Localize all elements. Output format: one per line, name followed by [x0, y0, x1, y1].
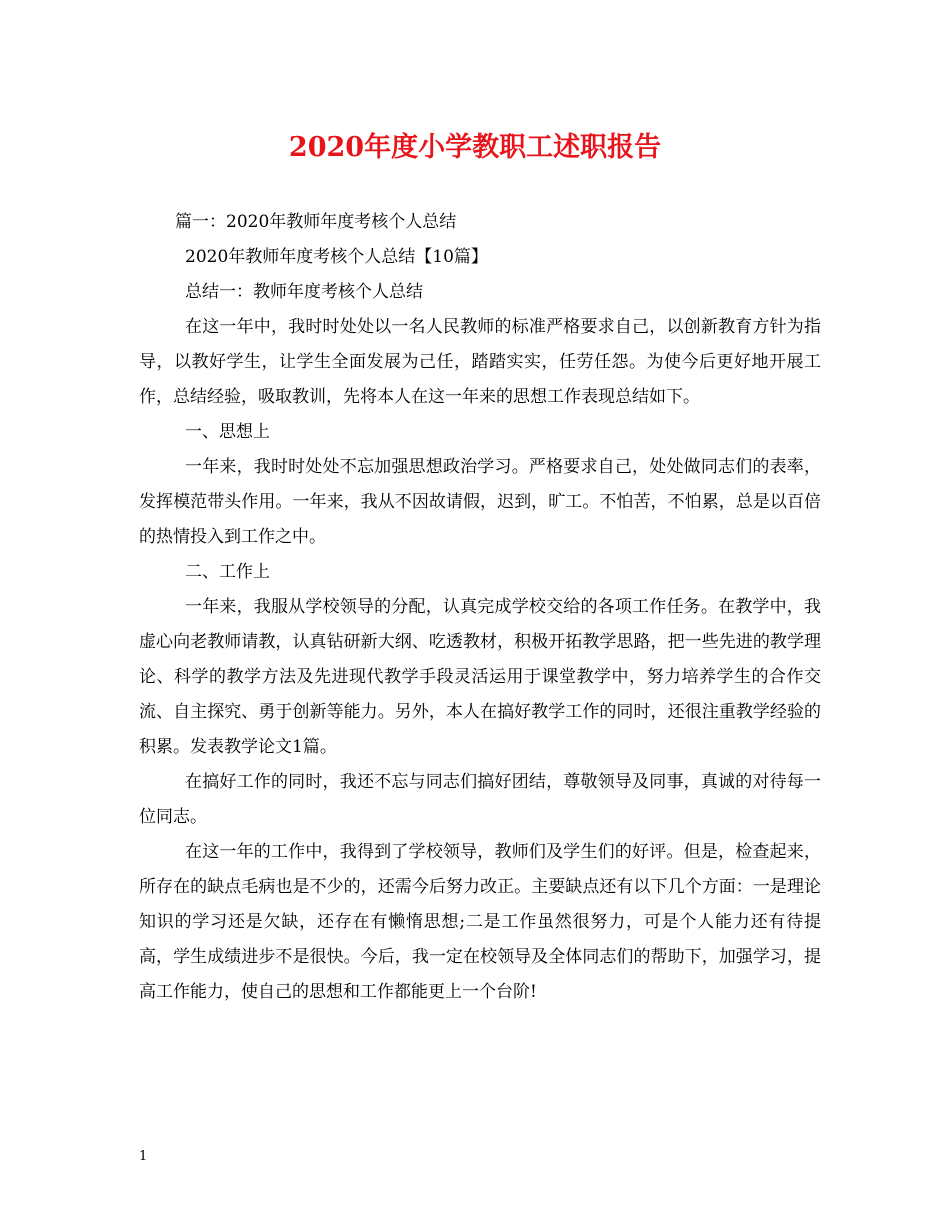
paragraph-work: 一年来，我服从学校领导的分配，认真完成学校交给的各项工作任务。在教学中，我虚心向老教师请教，认真钻研新大纲、吃透教材，积极开拓教学思路，把一些先进的教学理论、科学的教学方法及先进现代教学手段灵活运用于课堂教学中，努力培养学生的合作交流、自主探究、勇于创新等能力。另外，本人在搞好教学工作的同时，还很注重教学经验的积累。发表教学论文1篇。	[139, 597, 821, 757]
paragraph-thought: 一年来，我时时处处不忘加强思想政治学习。严格要求自己，处处做同志们的表率，发挥模范带头作用。一年来，我从不因故请假，迟到，旷工。不怕苦，不怕累，总是以百倍的热情投入到工作之中。	[139, 457, 821, 547]
section-heading-work: 二、工作上	[185, 562, 270, 582]
paragraph-review: 在这一年的工作中，我得到了学校领导，教师们及学生们的好评。但是，检查起来，所存在的缺点毛病也是不少的，还需今后努力改正。主要缺点还有以下几个方面：一是理论知识的学习还是欠缺，还存在有懒惰思想;二是工作虽然很努力，可是个人能力还有待提高，学生成绩进步不是很快。今后，我一定在校领导及全体同志们的帮助下，加强学习，提高工作能力，使自己的思想和工作都能更上一个台阶!	[139, 842, 821, 1002]
document-body	[139, 205, 821, 1010]
subtitle-ten-articles: 2020年教师年度考核个人总结【10篇】	[185, 247, 488, 267]
page-number: 1	[139, 1149, 148, 1164]
document-title: 2020年度小学教职工述职报告	[288, 132, 662, 163]
section-heading-thought: 一、思想上	[185, 422, 270, 442]
subtitle-part-one: 篇一：2020年教师年度考核个人总结	[175, 212, 457, 232]
paragraph-intro: 在这一年中，我时时处处以一名人民教师的标准严格要求自己，以创新教育方针为指导，以教好学生，让学生全面发展为己任，踏踏实实，任劳任怨。为使今后更好地开展工作，总结经验，吸取教训，先将本人在这一年来的思想工作表现总结如下。	[139, 317, 821, 407]
paragraph-unity: 在搞好工作的同时，我还不忘与同志们搞好团结，尊敬领导及同事，真诚的对待每一位同志。	[139, 772, 821, 827]
subtitle-summary-one: 总结一：教师年度考核个人总结	[185, 282, 423, 302]
